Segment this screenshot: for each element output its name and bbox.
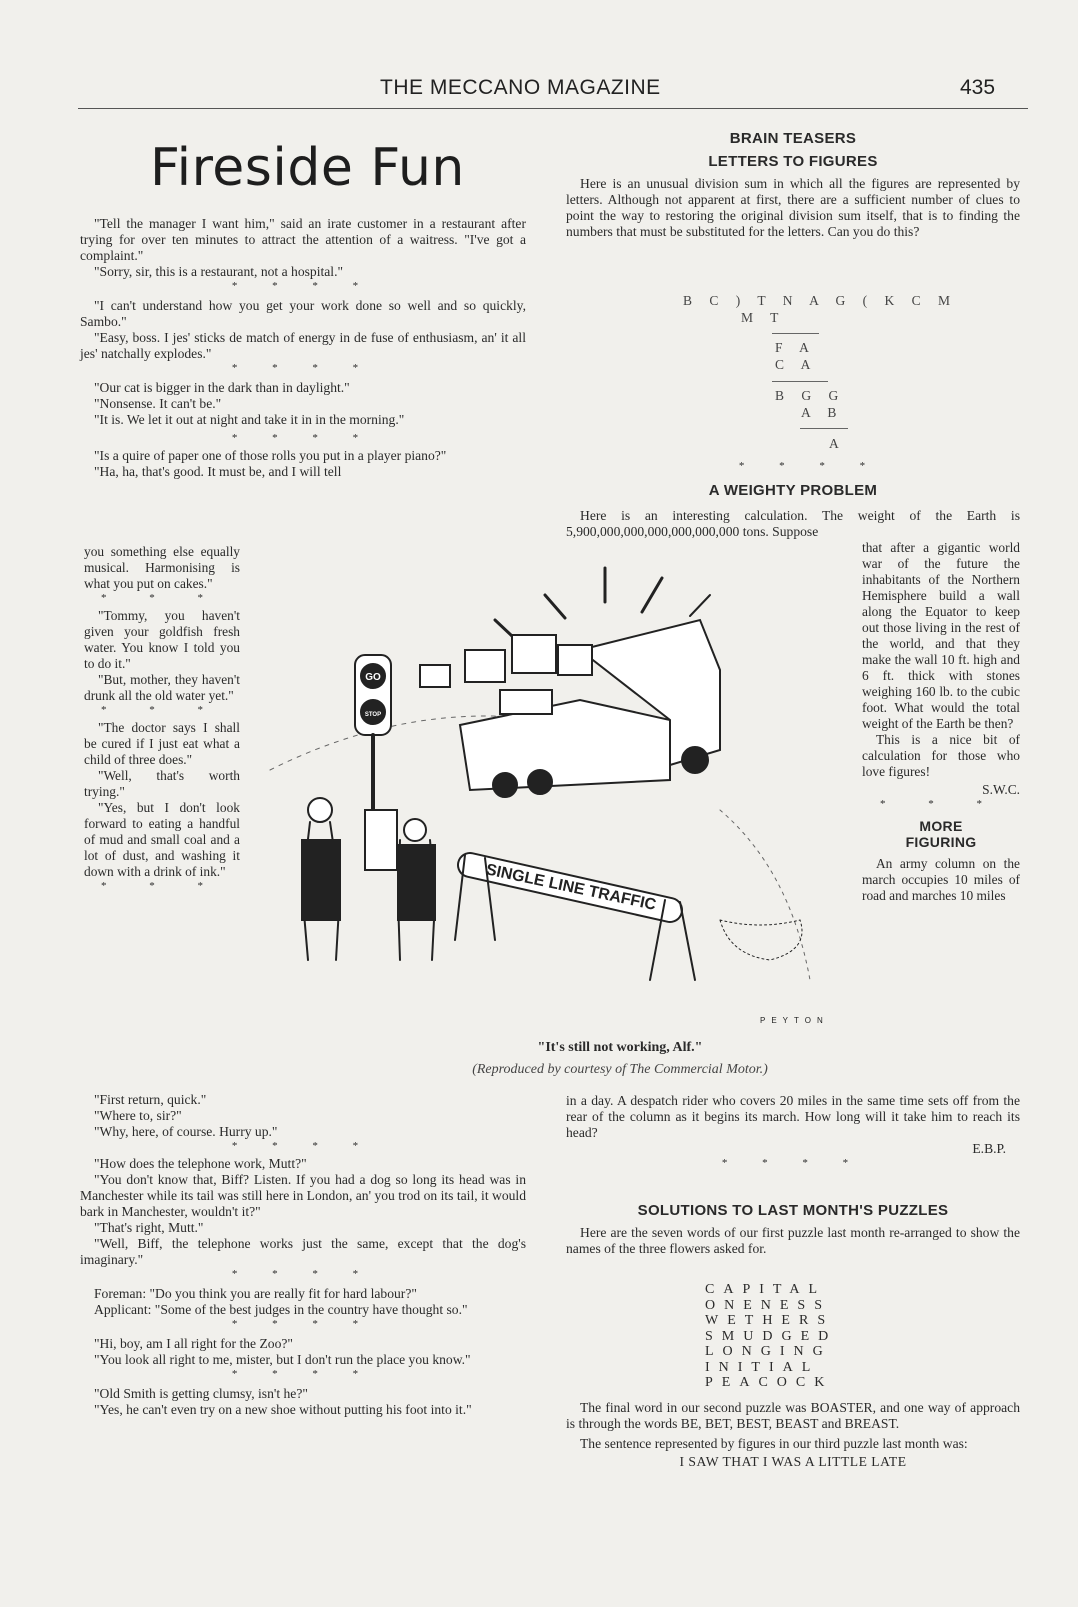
control-box	[365, 810, 397, 870]
joke-text: "Well, that's worth trying."	[84, 768, 240, 799]
worker-overalls	[302, 840, 340, 920]
header-rule	[78, 108, 1028, 109]
joke-text: "Hi, boy, am I all right for the Zoo?"	[94, 1336, 293, 1351]
separator-stars: * * * *	[231, 1268, 375, 1280]
solution-text: The final word in our second puzzle was BOASTER, and one way of approach is through the words BE, BET, BEST, BEAST and BREAST.	[566, 1400, 1020, 1431]
joke-text: "Our cat is bigger in the dark than in daylight."	[94, 380, 350, 395]
joke-text: "Tell the manager I want him," said an irate customer in a restaurant after trying for over ten minutes to attract the attention of a waitress. "I've got a complaint."	[80, 216, 526, 263]
magazine-title: THE MECCANO MAGAZINE	[380, 76, 661, 99]
crate	[420, 665, 450, 687]
weighty-narrow	[862, 540, 1020, 904]
joke-text: "Yes, he can't even try on a new shoe without putting his foot into it."	[94, 1402, 472, 1417]
worker-overalls	[398, 845, 435, 920]
lorry-wheel	[493, 773, 517, 797]
article-title: Fireside Fun	[150, 138, 465, 198]
brain-teasers	[566, 130, 1020, 240]
division-rule	[800, 428, 848, 429]
separator-stars: * * * *	[231, 1368, 375, 1380]
motion-line	[545, 595, 565, 618]
crate	[465, 650, 505, 682]
worker-head	[308, 798, 332, 822]
joke-text: "Tommy, you haven't given your goldfish fresh water. You know I told you to do it."	[84, 608, 240, 671]
solutions-intro: Here are the seven words of our first puzzle last month re-arranged to show the names of the three flowers asked for.	[566, 1225, 1020, 1256]
section-subheading: LETTERS TO FIGURES	[708, 153, 878, 170]
stop-lamp-text: STOP	[364, 712, 382, 718]
separator-stars: * * * *	[738, 460, 882, 472]
grid-word: WETHERS	[705, 1313, 835, 1328]
division-line-1: B C ) T N A G ( K C M	[683, 293, 958, 308]
grid-word: PEACOCK	[705, 1375, 834, 1390]
stone-pile	[720, 920, 802, 960]
joke-text: "It is. We let it out at night and take it in in the morning."	[94, 412, 405, 427]
page-number: 435	[960, 76, 996, 99]
road-edge	[720, 810, 810, 980]
division-line-4: C A	[775, 357, 818, 372]
puzzle-text: in a day. A despatch rider who covers 20 miles in the same time sets off from the rear of the column as it begins its march. How long will it take him to reach its head?	[566, 1093, 1020, 1140]
joke-text: "The doctor says I shall be cured if I just eat what a child of three does."	[84, 720, 240, 767]
barrier-sign-text: SINGLE LINE TRAFFIC	[484, 861, 658, 914]
puzzle-text: Here is an interesting calculation. The weight of the Earth is 5,900,000,000,000,000,000,000 tons. Suppose	[566, 508, 1020, 539]
division-rule	[772, 333, 819, 334]
section-heading: SOLUTIONS TO LAST MONTH'S PUZZLES	[637, 1202, 949, 1219]
joke-text: "First return, quick."	[94, 1092, 207, 1107]
puzzle-text: that after a gigantic world war of the future the inhabitants of the Northern Hemisphere build a wall along the Equator to keep out those living in the rest of the world, and that they make the wall 10 ft. high and 6 ft. thick with stones weighing 160 lb. to the cubic foot. What would the total weight of the Earth be then?	[862, 540, 1020, 731]
joke-text: you something else equally musical. Harmonising is what you put on cakes."	[84, 544, 240, 591]
caption-credit: (Reproduced by courtesy of The Commercial Motor.)	[472, 1062, 768, 1077]
section-heading: MORE	[919, 818, 963, 834]
joke-text: "Nonsense. It can't be."	[94, 396, 222, 411]
grid-word: CAPITAL	[705, 1282, 826, 1297]
grid-word: SMUDGED	[705, 1328, 838, 1344]
grid-word: ONENESS	[705, 1297, 832, 1313]
separator-stars: * * * *	[231, 362, 375, 374]
crate	[512, 635, 556, 673]
signature: S.W.C.	[982, 782, 1020, 797]
puzzle-text: An army column on the march occupies 10 miles of road and marches 10 miles	[862, 856, 1020, 903]
puzzle-text: This is a nice bit of calculation for those who love figures!	[862, 732, 1020, 779]
joke-text: "Where to, sir?"	[94, 1108, 182, 1123]
joke-text: "Sorry, sir, this is a restaurant, not a hospital."	[94, 264, 344, 279]
joke-text: "Old Smith is getting clumsy, isn't he?"	[94, 1386, 308, 1401]
separator-stars: * * * *	[231, 1140, 375, 1152]
lorry-platform	[460, 700, 670, 790]
joke-text: "Ha, ha, that's good. It must be, and I will tell	[94, 464, 342, 479]
separator-stars: * * *	[101, 880, 223, 892]
motion-line	[495, 620, 512, 636]
separator-stars: * * * *	[231, 432, 375, 444]
lorry-wheel	[682, 747, 708, 773]
cartoon-illustration	[250, 540, 854, 1040]
section-heading: FIGURING	[905, 834, 977, 850]
caption-quote: "It's still not working, Alf."	[537, 1040, 703, 1055]
solution-text: The sentence represented by figures in our third puzzle last month was:	[580, 1436, 968, 1451]
jokes-top	[80, 216, 526, 480]
joke-text: "You don't know that, Biff? Listen. If you had a dog so long its head was in Manchester while its tail was still here in London, an' you trod on its tail, it would bark in Manchester, wouldn't it?"	[80, 1172, 526, 1219]
lorry-wheel	[528, 770, 552, 794]
motion-line	[642, 578, 662, 612]
division-line-5: B G G	[775, 388, 846, 403]
more-figuring-wide	[566, 1093, 1020, 1173]
cartoon-caption	[410, 1040, 830, 1078]
division-line-6: A B	[801, 405, 844, 420]
section-heading: BRAIN TEASERS	[729, 130, 857, 147]
joke-text: "That's right, Mutt."	[94, 1220, 204, 1235]
word-grid	[705, 1282, 837, 1391]
joke-text: "Yes, but I don't look forward to eating a handful of mud and small coal and a lot of dust, and washing it down with a drink of ink."	[84, 800, 240, 879]
grid-word: LONGING	[705, 1344, 832, 1359]
solution-answer: I SAW THAT I WAS A LITTLE LATE	[679, 1454, 907, 1469]
joke-text: "I can't understand how you get your work done so well and so quickly, Sambo."	[80, 298, 526, 329]
jokes-narrow	[84, 544, 240, 896]
barrier-leg	[680, 902, 695, 980]
solutions	[566, 1202, 1020, 1257]
joke-text: Applicant: "Some of the best judges in the country have thought so."	[94, 1302, 468, 1317]
separator-stars: * * *	[101, 592, 223, 604]
crate	[558, 645, 592, 675]
division-line-3: F A	[775, 340, 816, 355]
division-line-7: A	[829, 436, 846, 451]
separator-stars: * * * *	[231, 1318, 375, 1330]
separator-stars: * * *	[880, 798, 1002, 810]
motion-line	[690, 595, 710, 616]
division-line-2: M T	[741, 310, 786, 325]
signature: E.B.P.	[972, 1141, 1006, 1156]
jokes-bottom	[80, 1092, 526, 1418]
separator-stars: * * * *	[231, 280, 375, 292]
worker-head	[404, 819, 426, 841]
puzzle-text: Here is an unusual division sum in which all the figures are represented by letters. Although not apparent at first, there are a sufficient number of clues to point the way to restoring the original division sum itself, that is to finding the numbers that must be substituted for the letters. Can you do this?	[566, 176, 1020, 239]
separator-stars: * * * *	[721, 1157, 865, 1169]
joke-text: Foreman: "Do you think you are really fit for hard labour?"	[94, 1286, 417, 1301]
joke-text: "But, mother, they haven't drunk all the old water yet."	[84, 672, 240, 703]
joke-text: "How does the telephone work, Mutt?"	[94, 1156, 307, 1171]
separator-stars: * * *	[101, 704, 223, 716]
crate	[500, 690, 552, 714]
joke-text: "Is a quire of paper one of those rolls you put in a player piano?"	[94, 448, 447, 463]
joke-text: "Why, here, of course. Hurry up."	[94, 1124, 278, 1139]
go-lamp-text: GO	[365, 672, 381, 683]
joke-text: "Easy, boss. I jes' sticks de match of energy in de fuse of enthusiasm, an' it all jes' natchally explodes."	[80, 330, 526, 361]
section-heading: A WEIGHTY PROBLEM	[708, 482, 878, 499]
artist-signature: PEYTON	[760, 1016, 829, 1025]
grid-word: INITIAL	[705, 1359, 820, 1375]
division-rule	[772, 381, 828, 382]
joke-text: "You look all right to me, mister, but I don't run the place you know."	[94, 1352, 471, 1367]
joke-text: "Well, Biff, the telephone works just the same, except that the dog's imaginary."	[80, 1236, 526, 1267]
solutions-rest	[566, 1400, 1020, 1470]
